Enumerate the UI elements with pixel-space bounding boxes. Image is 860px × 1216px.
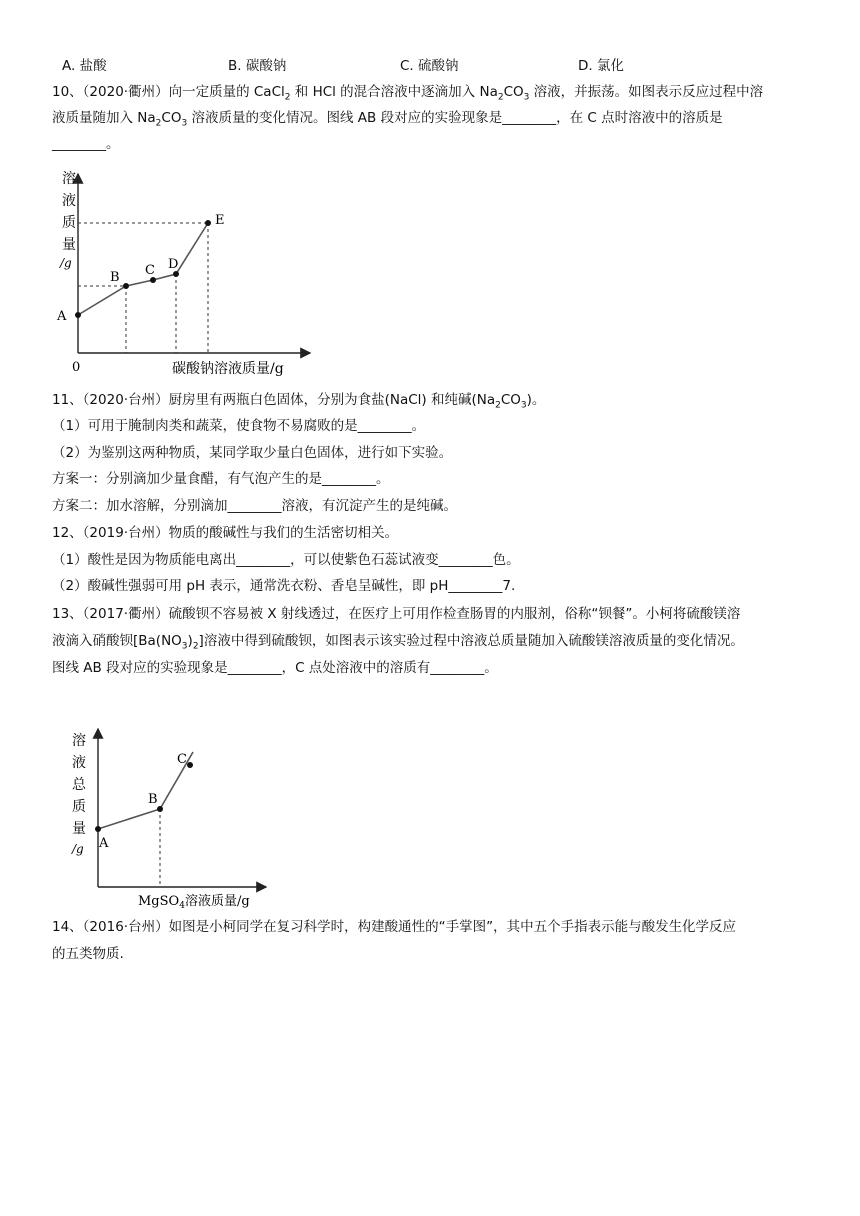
point-e: [205, 220, 211, 226]
q13-line-1: 13、（2017·衢州）硫酸钡不容易被 X 射线透过，在医疗上可用作检查肠胃的内服剂，俗称“钡餐”。小柯将硫酸镁溶: [52, 606, 741, 622]
label-a: A: [57, 309, 67, 324]
point-b: [123, 283, 129, 289]
q10-line-1: 10、（2020·衢州）向一定质量的 CaCl$_2$ 和 HCl 的混合溶液中逐滴加入 $Na_2CO_3$ 溶液，并振荡。如图表示反应过程中溶: [52, 84, 764, 103]
origin-label: 0: [72, 360, 81, 375]
option-b: B. 碳酸钠: [228, 58, 287, 74]
point-a: [95, 826, 101, 832]
q11-line-5: 方案二：加水溶解，分别滴加________溶液，有沉淀产生的是纯碱。: [52, 498, 457, 514]
label-a: A: [99, 836, 109, 851]
point-b: [157, 806, 163, 812]
q11-line-3: （2）为鉴别这两种物质，某同学取少量白色固体，进行如下实验。: [52, 445, 453, 461]
q13-line-3: 图线 AB 段对应的实验现象是________，C 点处溶液中的溶质有________。: [52, 660, 498, 676]
q12-line-3: （2）酸碱性强弱可用 pH 表示，通常洗衣粉、香皂呈碱性，即 pH________7.: [52, 578, 516, 594]
x-axis-label: MgSO$_4$溶液质量/g: [138, 894, 250, 910]
y-label-char-4: 量: [62, 237, 76, 253]
q11-line-1: 11、（2020·台州）厨房里有两瓶白色固体，分别为食盐(NaCl) 和纯碱$(Na_2CO_3)$。: [52, 392, 546, 411]
q12-line-1: 12、（2019·台州）物质的酸碱性与我们的生活密切相关。: [52, 525, 399, 541]
y-unit: /g: [60, 256, 72, 270]
x-axis-label: 碳酸钠溶液质量/g: [172, 361, 284, 377]
q10-line-3: ________。: [52, 136, 120, 152]
y-label-char-3: 质: [62, 215, 76, 231]
y-label-char-2: 液: [72, 755, 86, 771]
q13-line-2: 液滴入硝酸钡$[Ba(NO_3)_2]$溶液中得到硫酸钡，如图表示该实验过程中溶液总质量随加入硫酸镁溶液质量的变化情况。: [52, 633, 744, 652]
q11-line-4: 方案一：分别滴加少量食醋，有气泡产生的是________。: [52, 471, 390, 487]
point-c: [187, 762, 193, 768]
q14-line-1: 14、（2016·台州）如图是小柯同学在复习科学时，构建酸通性的“手掌图”，其中五个手指表示能与酸发生化学反应: [52, 919, 737, 935]
y-label-char-2: 液: [62, 193, 76, 209]
label-b: B: [148, 792, 158, 807]
q14-line-2: 的五类物质.: [52, 946, 124, 962]
q13-chart: [68, 725, 278, 910]
option-a: A. 盐酸: [62, 58, 107, 74]
y-label-char-1: 溶: [72, 733, 86, 749]
option-d: D. 氯化: [578, 58, 624, 74]
y-unit: /g: [72, 842, 84, 856]
label-c: C: [145, 263, 155, 278]
q11-line-2: （1）可用于腌制肉类和蔬菜，使食物不易腐败的是________。: [52, 418, 426, 434]
point-a: [75, 312, 81, 318]
y-label-char-3: 总: [72, 777, 86, 793]
q12-line-2: （1）酸性是因为物质能电离出________，可以使紫色石蕊试液变________色。: [52, 552, 520, 568]
q10-chart: [48, 168, 318, 378]
label-e: E: [215, 213, 225, 228]
label-d: D: [168, 257, 179, 272]
q10-line-2: 液质量随加入 $Na_2CO_3$ 溶液质量的变化情况。图线 AB 段对应的实验现象是________，在 C 点时溶液中的溶质是: [52, 110, 723, 129]
label-c: C: [177, 752, 187, 767]
q10-curve: [78, 223, 208, 315]
y-label-char-1: 溶: [62, 171, 76, 187]
y-label-char-4: 质: [72, 799, 86, 815]
option-c: C. 硫酸钠: [400, 58, 459, 74]
y-label-char-5: 量: [72, 821, 86, 837]
label-b: B: [110, 270, 120, 285]
